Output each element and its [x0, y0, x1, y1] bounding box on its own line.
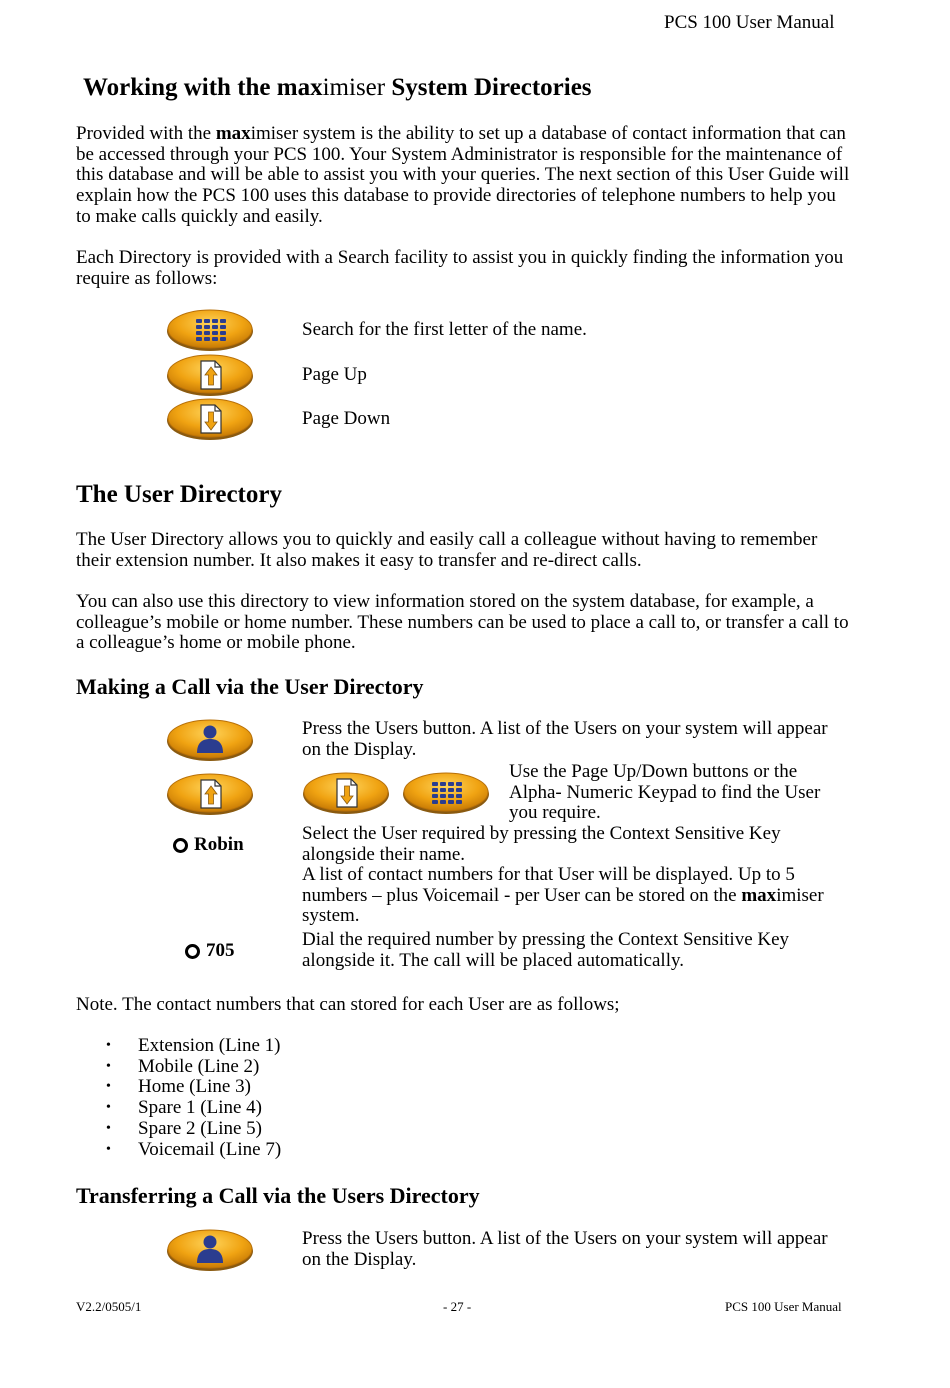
step-text-post: imiser system. [302, 884, 824, 927]
context-key-label: Robin [194, 834, 244, 855]
keypad-icon[interactable] [166, 308, 254, 352]
page-up-icon[interactable] [166, 772, 254, 816]
keypad-icon[interactable] [402, 771, 490, 815]
step-select-user: Select the User required by pressing the Context Sensitive Key alongside their name. [302, 823, 781, 865]
note-paragraph: Note. The contact numbers that can stored for each User are as follows; [76, 994, 620, 1015]
search-label-keypad: Search for the first letter of the name. [302, 319, 587, 340]
context-key-robin[interactable] [173, 834, 244, 856]
list-item: • Spare 2 (Line 5) [76, 1119, 576, 1140]
user-directory-paragraph-1: The User Directory allows you to quickly and easily call a colleague without having to remember their extension number. It also makes it easy to transfer and re-direct calls. [76, 529, 818, 571]
search-label-page-up: Page Up [302, 364, 367, 385]
para-rest: imiser system is the ability to set up a database of contact information that can be accessed through your PCS 100. Your System Administrator is responsible for the maintenance of this database and will be able to assist you with your queries. The next section of this User Guide will explain how the PCS 100 uses this database to provide directories of telephone numbers to help you to make calls quickly and easily. [76, 123, 850, 227]
intro-paragraph [76, 124, 851, 228]
brand-max: max [276, 74, 323, 101]
list-item: • Extension (Line 1) [76, 1036, 576, 1057]
step-contact-list [302, 865, 847, 927]
search-label-page-down: Page Down [302, 408, 391, 429]
user-directory-paragraph-2: You can also use this directory to view information stored on the system database, for example, a colleague’s mobile or home number. These numbers can be used to place a call to, or transfer a call to a colleague’s home or mobile phone. [76, 591, 849, 654]
list-item: • Voicemail (Line 7) [76, 1140, 576, 1161]
list-item: • Mobile (Line 2) [76, 1057, 576, 1078]
section-title-user-directory: The User Directory [76, 481, 282, 508]
title-pre: Working with the [83, 74, 277, 101]
search-paragraph: Each Directory is provided with a Search facility to assist you in quickly finding the information you require as follows: [76, 247, 844, 289]
page-down-icon[interactable] [302, 771, 390, 815]
section-title-transferring: Transferring a Call via the Users Directory [76, 1183, 480, 1208]
users-button-icon[interactable] [166, 718, 254, 762]
context-key-705[interactable] [185, 940, 235, 962]
step-press-users: Press the Users button. A list of the Users on your system will appear on the Display. [302, 718, 828, 760]
brand-max: max [215, 123, 251, 144]
section-title-directories [83, 74, 592, 102]
list-item: • Spare 1 (Line 4) [76, 1098, 576, 1119]
page-up-icon[interactable] [166, 353, 254, 397]
list-item: • Home (Line 3) [76, 1077, 576, 1098]
transfer-step-press-users: Press the Users button. A list of the Users on your system will appear on the Display. [302, 1228, 828, 1270]
footer-page-number: - 27 - [443, 1299, 472, 1314]
step-dial-number: Dial the required number by pressing the Context Sensitive Key alongside it. The call will be placed automatically. [302, 929, 790, 971]
brand-max: max [741, 884, 777, 906]
contact-lines-list [76, 1036, 576, 1160]
section-title-making-call: Making a Call via the User Directory [76, 674, 424, 699]
para-pre: Provided with the [76, 123, 216, 144]
footer-version: V2.2/0505/1 [76, 1299, 142, 1314]
context-key-icon [173, 838, 188, 853]
brand-imiser: imiser [322, 74, 386, 101]
users-button-icon[interactable] [166, 1228, 254, 1272]
header-title: PCS 100 User Manual [664, 12, 835, 33]
page-down-icon[interactable] [166, 397, 254, 441]
title-post: System Directories [385, 74, 592, 101]
context-key-label: 705 [206, 940, 235, 961]
footer-title: PCS 100 User Manual [725, 1299, 842, 1314]
step-find-user: Use the Page Up/Down buttons or the Alpha- Numeric Keypad to find the User you require. [509, 761, 821, 824]
step-text-pre: A list of contact numbers for that User will be displayed. Up to 5 numbers – plus Voicemail - per User can be stored on the [302, 864, 795, 906]
context-key-icon [185, 944, 200, 959]
